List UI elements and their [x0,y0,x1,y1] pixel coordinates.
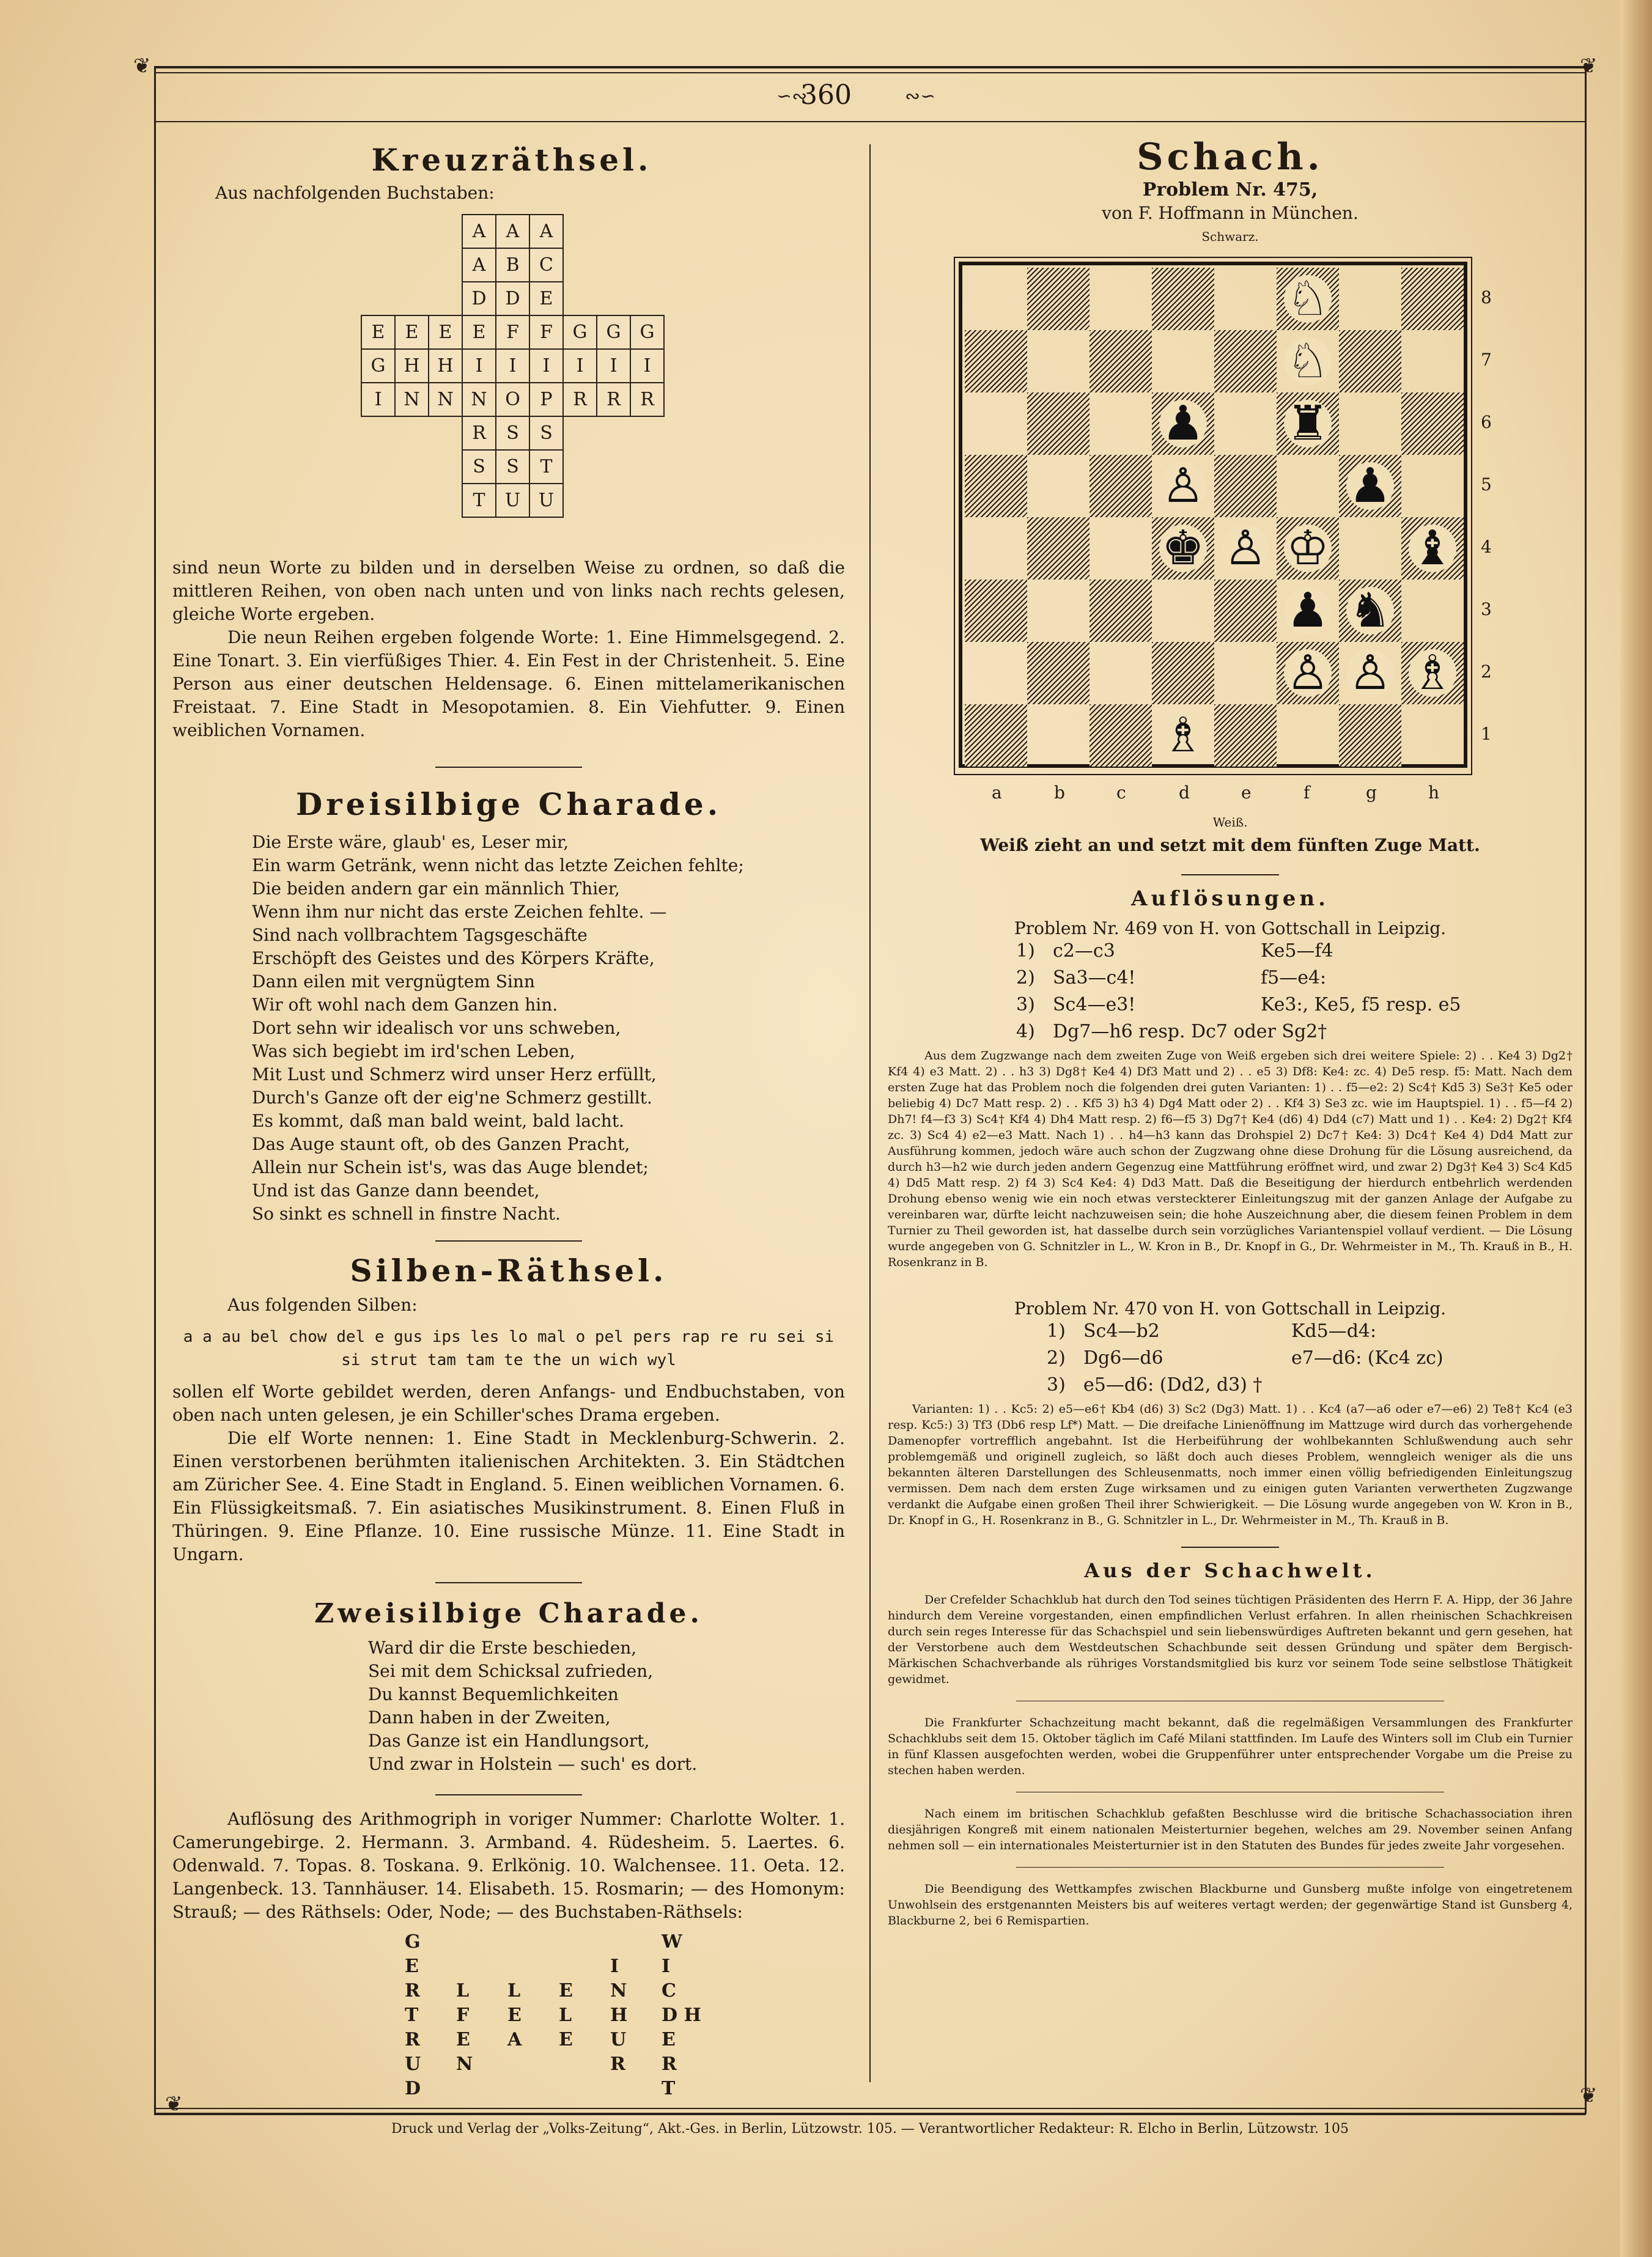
board-square [1090,330,1152,392]
page-number-ornament-left: ∽∾ [776,86,808,107]
dreisilbig-line: Dann eilen mit vergnügtem Sinn [252,971,535,992]
chess-task: Weiß zieht an und setzt mit dem fünften Zuge Matt. [980,835,1480,855]
right-column-lower [888,811,1573,1929]
cross-cell: G [596,315,631,350]
cross-cell: F [529,315,564,350]
dreisilbig-poem [252,831,845,1226]
cross-cell: N [428,382,463,417]
dreisilbig-line: Es kommt, daß man bald weint, bald lacht. [252,1111,624,1131]
corner-ornament-bl: ❦ [165,2092,183,2116]
file-label: h [1428,782,1440,803]
chess-piece [1339,580,1401,642]
p469-move: Dg7—h6 resp. Dc7 oder Sg2† [1053,1021,1327,1042]
corner-ornament-tr: ❦ [1580,54,1598,78]
cross-cell: E [394,315,429,350]
file-label: e [1241,782,1252,803]
letter-grid-cell: G [405,1931,421,1953]
board-square [1339,392,1401,455]
chess-piece-glyph: ♟ [1346,462,1394,510]
file-label: c [1116,782,1126,803]
rank-label: 2 [1481,661,1492,682]
file-label: g [1366,782,1377,803]
welt-paragraph-3: Nach einem im britischen Schachklub gefaßten Beschlusse wird die britische Schachassociation ihren diesjährigen Kongreß mit einem nationalen Meisterturnier begehen, welches am 29. November seinen Anfang nehmen soll — ein internationales Meisterturnier ist in den Statuten des Bundes für jedes zweite Jahr vorgesehen. [888,1807,1573,1852]
chess-piece [1277,517,1339,580]
kreuz-body [172,556,845,2115]
chess-piece [1152,517,1214,580]
chess-piece [1152,704,1214,767]
board-square [1401,455,1464,517]
dreisilbig-line: Was sich begiebt im ird'schen Leben, [252,1041,575,1061]
chess-piece-glyph: ♙ [1222,525,1269,572]
dreisilbig-line: Und ist das Ganze dann beendet, [252,1180,540,1201]
p470-move: Kd5—d4: [1291,1320,1377,1342]
letter-grid-cell: E [662,2029,676,2050]
right-column [888,136,1573,248]
chess-piece [1401,642,1464,704]
dreisilbig-line: Die Erste wäre, glaub' es, Leser mir, [252,832,569,852]
p470-move: 1) [1047,1320,1066,1342]
cross-cell: A [462,214,496,249]
silben-intro: Aus folgenden Silben: [227,1295,418,1315]
page-number-ornament-right: ∾∽ [905,86,936,107]
letter-grid-cell: R [610,2053,625,2075]
board-square [1090,642,1152,704]
chess-piece [1277,268,1339,330]
dreisilbig-line: Dort sehn wir idealisch vor uns schweben, [252,1018,621,1038]
dreisilbig-line: Wir oft wohl nach dem Ganzen hin. [252,995,558,1015]
board-square [1214,455,1277,517]
white-label: Weiß. [1212,815,1248,830]
board-square [1090,580,1152,642]
board-square [1214,392,1277,455]
left-column [172,142,851,205]
cross-cell: N [394,382,429,417]
separator [1181,1547,1279,1548]
board-square [1090,704,1152,767]
kreuz-intro: Aus nachfolgenden Buchstaben: [215,183,495,203]
letter-grid-cell: R [405,1980,420,2001]
rank-label: 3 [1481,599,1492,619]
chess-piece [1277,392,1339,455]
header-rule [154,121,1586,122]
board-square [1027,330,1090,392]
cross-cell: D [495,281,530,316]
letter-grid-cell: A [507,2029,522,2050]
zweisilbig-line: Und zwar in Holstein — such' es dort. [368,1754,698,1774]
right-border [1585,66,1587,2114]
dreisilbig-line: Mit Lust und Schmerz wird unser Herz erfüllt, [252,1064,657,1084]
aufloesung-text: Auflösung des Arithmogriph in voriger Nummer: Charlotte Wolter. 1. Camerungebirge. 2. Hermann. 3. Armband. 4. Rüdesheim. 5. Laertes. 6. Odenwald. 7. Topas. 8. Toskana. 9. Erlkönig. 10. Walchensee. 11. Oeta. 12. Langenbeck. 13. Tannhäuser. 14. Elisabeth. 15. Rosmarin; — des Homonym: Strauß; — des Räthsels: Oder, Node; — des Buchstaben-Räthsels: [172,1809,845,1922]
cross-cell: H [394,348,429,383]
cross-cell: S [495,416,530,451]
letter-grid-cell: H [610,2005,628,2026]
chess-piece [1214,517,1277,580]
chess-piece-glyph: ♟ [1284,587,1332,635]
column-divider [869,144,871,2082]
p469-note: Aus dem Zugzwange nach dem zweiten Zuge von Weiß ergeben sich drei weitere Spiele: 2) . . Ke4 3) Dg2† Kf4 4) e3 Matt. 2) . . h3 3) Dg8† Ke4 4) Df3 Matt und 2) . . e5 3) Df8: Ke4: zc. 4) De5 resp. f5: Matt. Nach dem ersten Zuge hat das Problem noch die folgenden drei guten Varianten: 1) . . f5—e2: 2) Sc4† Kd5 3) Se3† Ke5 oder beliebig 4) Dc7 Matt resp. 2) . . Kf5 3) h3 4) Dg4 Matt oder 2) . . Kf4 3) Se3 zc. wie im Hauptspiel. 1) . . f5—f4 2) Dh7! f4—f3 3) Sc4† Kf4 4) Dh4 Matt resp. 2) f6—f5 3) Dg7† Ke4 (d6) 4) Dd4 (c7) Matt und 1) . . Ke4: 2) Dg2† Kf4 zc. 3) Sc4 4) e2—e3 Matt. Nach 1) . . h4—h3 kann das Drohspiel 2) Dc7† Ke4: 3) Dc4† Ke4 4) Dd4 Matt zur Ausführung kommen, jedoch wäre auch schon der Zugzwang ohne diese Drohung für die Lösung ausreichend, da durch h3—h2 wie durch jeden andern Gegenzug eine Mattführung eröffnet wird, und zwar 2) Dg3† Ke4 3) Sc4 Kd5 4) Dd5 Matt resp. 2) f4 3) Sc4 Ke4: 4) Dd3 Matt. Daß die Beseitigung der hierdurch entbehrlich werdenden Drohung ebenso wenig wie ein noch etwas versteckterer Einleitungszug mit der ganzen Anlage der Aufgabe zu vereinbaren war, dürfte leicht nachzuweisen sein; die hohe Auszeichnung aber, die diesem feinen Problem in dem Turnier zu Theil geworden ist, hat dasselbe durch sein vorzügliches Variantenspiel vollauf verdient. — Die Lösung wurde angegeben von G. Schnitzler in L., W. Kron in B., Dr. Knopf in G., Dr. Wehrmeister in M., Th. Krauß in B., H. Rosenkranz in B. [888,1049,1573,1269]
p470-head: Problem Nr. 470 von H. von Gottschall in Leipzig. [1014,1298,1447,1319]
chess-piece-glyph: ♙ [1159,462,1207,510]
letter-grid-cell: E [456,2029,470,2050]
rank-label: 6 [1481,412,1492,432]
board-square [1339,330,1401,392]
board-square [965,517,1027,580]
p470-move: e7—d6: (Kc4 zc) [1291,1347,1444,1369]
kreuz-body-text: sind neun Worte zu bilden und in derselben Weise zu ordnen, so daß die mittleren Reihen, von oben nach unten und von links nach rechts gelesen, gleiche Worte ergeben. [172,558,845,624]
board-square [965,268,1027,330]
separator [1181,874,1279,875]
board-square [1027,455,1090,517]
board-square [1152,330,1214,392]
zweisilbig-poem [368,1637,845,1776]
chess-piece-glyph: ♝ [1409,525,1456,572]
chess-piece [1152,392,1214,455]
cross-cell: R [630,382,665,417]
rank-label: 5 [1481,474,1492,495]
chess-piece [1339,455,1401,517]
letter-grid-cell: E [559,1980,573,2001]
board-square [1090,268,1152,330]
zweisilbig-line: Das Ganze ist ein Handlungsort, [368,1731,650,1751]
p469-move: 2) [1016,967,1035,989]
cross-cell: G [630,315,665,350]
cross-cell: N [462,382,496,417]
p470-move: 3) [1047,1374,1066,1396]
file-label: b [1054,782,1065,803]
board-square [1090,392,1152,455]
footer [154,2121,1586,2137]
board-square [1027,268,1090,330]
p469-move: 1) [1016,940,1035,962]
cross-cell: S [462,449,496,484]
cross-cell: S [495,449,530,484]
chess-piece-glyph: ♚ [1159,525,1207,572]
board-square [1027,704,1090,767]
cross-cell: U [495,483,530,518]
board-square [965,580,1027,642]
cross-cell: T [462,483,496,518]
cross-cell: E [361,315,396,350]
separator [435,1582,582,1583]
chess-piece-glyph: ♗ [1159,712,1207,759]
page-edge [1620,0,1652,2257]
p470-note: Varianten: 1) . . Kc5: 2) e5—e6† Kb4 (d6) 3) Sc2 (Dg3) Matt. 1) . . Kc4 (a7—a6 oder e7—e6) 2) Te8† Kc4 (e3 resp. Kc5:) 3) Tf3 (Db6 resp Lf*) Matt. — Die dreifache Linienöffnung im Mattzuge wird durch das vorhergehende Damenopfer vortrefflich angebahnt. Ist die Herbeiführung der wohlbekannten Schlußwendung auch sehr problemgemäß und originell zugleich, so läßt doch auch dieses Problem, wenngleich weniger als die uns bekannten älteren Darstellungen des Schleusenmatts, noch immer einen völlig befriedigenden Einleitungszug vermissen. Dem nach dem ersten Zuge wirksamen und zu einigen guten Varianten verwertheten Zugzwange verdankt die Aufgabe einen großen Theil ihrer Schwierigkeit. — Die Lösung wurde angegeben von W. Kron in B., Dr. Knopf in G., H. Rosenkranz in B., G. Schnitzler in L., Dr. Wehrmeister in M., Th. Krauß in B. [888,1402,1573,1527]
zweisilbig-line: Du kannst Bequemlichkeiten [368,1684,619,1704]
rank-label: 1 [1481,724,1492,744]
file-label: a [992,782,1002,803]
p470-move: e5—d6: (Dd2, d3) † [1083,1374,1263,1396]
welt-paragraph-4: Die Beendigung des Wettkampfes zwischen Blackburne und Gunsberg mußte infolge von eingetretenem Unwohlsein des erstgenannten Meisters bis auf weiteres vertagt werden; der gegenwärtige Stand ist Gunsberg 4, Blackburne 2, bei 6 Remispartien. [888,1882,1573,1927]
board-square [1339,517,1401,580]
p469-move: 4) [1016,1021,1035,1042]
corner-ornament-br: ❦ [1580,2083,1598,2108]
silben-body: sollen elf Worte gebildet werden, deren Anfangs- und Endbuchstaben, von oben nach unten gelesen, je ein Schiller'sches Drama ergeben. [172,1382,845,1425]
chess-piece [1277,580,1339,642]
cross-cell: I [630,348,665,383]
chess-piece-glyph: ♙ [1284,649,1332,697]
rank-label: 7 [1481,350,1492,370]
chess-piece [1152,455,1214,517]
board-square [1214,330,1277,392]
letter-grid-cell: I [610,1956,619,1977]
cross-cell: A [462,248,496,282]
cross-cell: E [529,281,564,316]
board-square [1214,642,1277,704]
dreisilbig-line: Ein warm Getränk, wenn nicht das letzte Zeichen fehlte; [252,855,744,875]
cross-cell: T [529,449,564,484]
p469-move: f5—e4: [1261,967,1327,989]
letter-grid-cell: L [507,1980,521,2001]
p469-head: Problem Nr. 469 von H. von Gottschall in Leipzig. [1014,918,1447,938]
problem-number: Problem Nr. 475, [1142,179,1318,201]
letter-grid-cell: W [662,1931,682,1953]
board-square [965,704,1027,767]
page-number: 360 [800,79,852,111]
rank-label: 4 [1481,537,1492,557]
letter-grid-cell: U [405,2053,421,2075]
board-square [965,455,1027,517]
letter-grid-cell: D H [662,2005,701,2026]
chess-piece [1277,330,1339,392]
top-rule-2 [154,72,1586,73]
board-square [1401,392,1464,455]
letter-grid-cell: R [405,2029,420,2050]
letter-grid-cell: F [456,2005,470,2026]
letter-grid-cell: D [405,2078,421,2099]
letter-grid-cell: I [662,1956,671,1977]
letter-grid-cell: R [662,2053,677,2075]
cross-cell: I [562,348,597,383]
p470-move: 2) [1047,1347,1066,1369]
cross-cell: O [495,382,530,417]
chess-piece-glyph: ♜ [1284,400,1332,447]
cross-cell: I [596,348,631,383]
board-square [1401,704,1464,767]
separator [1016,1867,1444,1868]
cross-cell: I [529,348,564,383]
board-square [1027,580,1090,642]
letter-grid-cell: T [405,2005,419,2026]
chess-piece-glyph: ♘ [1284,337,1332,385]
chess-piece-glyph: ♞ [1346,587,1394,635]
cross-cell: A [529,214,564,249]
letter-grid-cell: T [662,2078,676,2099]
welt-paragraph-2: Die Frankfurter Schachzeitung macht bekannt, daß die regelmäßigen Versammlungen des Frankfurter Schachklubs seit dem 15. Oktober täglich im Café Milani stattfinden. Im Laufe des Winters soll im Club ein Turnier in fünf Klassen ausgefochten werden, wobei die Gruppenführer unter entsprechender Vorgabe um die Preise zu stechen haben werden. [888,1716,1573,1777]
cross-cell: H [428,348,463,383]
p469-move: Ke3:, Ke5, f5 resp. e5 [1261,994,1461,1015]
board-square [1152,268,1214,330]
rank-label: 8 [1481,287,1492,307]
zweisilbig-line: Dann haben in der Zweiten, [368,1707,611,1728]
silben-title: Silben-Räthsel. [350,1253,668,1289]
dreisilbig-line: Die beiden andern gar ein männlich Thier, [252,878,620,899]
separator [435,1794,582,1795]
cross-cell: I [462,348,496,383]
board-square [1339,268,1401,330]
letter-grid-cell: L [456,1980,470,2001]
dreisilbig-line: Sind nach vollbrachtem Tagsgeschäfte [252,925,588,945]
file-label: d [1179,782,1190,803]
letter-grid [405,1931,845,2115]
cross-cell: I [361,382,396,417]
cross-cell: B [495,248,530,282]
welt-title: Aus der Schachwelt. [1084,1559,1376,1582]
dreisilbig-line: Wenn ihm nur nicht das erste Zeichen fehlte. — [252,902,667,922]
zweisilbig-line: Ward dir die Erste beschieden, [368,1638,637,1658]
letter-grid-cell: N [610,1980,627,2001]
board-square [1214,580,1277,642]
dreisilbig-line: So sinkt es schnell in finstre Nacht. [252,1204,561,1224]
dreisilbig-line: Durch's Ganze oft der eig'ne Schmerz gestillt. [252,1088,652,1108]
chess-piece-glyph: ♟ [1159,400,1207,447]
cross-cell: E [462,315,496,350]
cross-cell: S [529,416,564,451]
aufl-title: Auflösungen. [1131,886,1329,911]
kreuz-title: Kreuzräthsel. [371,142,652,178]
letter-grid-cell: E [559,2029,573,2050]
p470-move: Dg6—d6 [1083,1347,1163,1369]
dreisilbig-title: Dreisilbige Charade. [295,786,722,822]
chess-board [959,262,1467,768]
p469-move: c2—c3 [1053,940,1115,962]
board-square [1401,268,1464,330]
board-square [965,642,1027,704]
board-square [965,392,1027,455]
cross-cell: I [495,348,530,383]
board-square [965,330,1027,392]
cross-cell: F [495,315,530,350]
letter-grid-cell: U [610,2029,627,2050]
board-square [1214,268,1277,330]
top-rule [154,66,1586,68]
cross-cell: G [361,348,396,383]
cross-cell: G [562,315,597,350]
p470-move: Sc4—b2 [1083,1320,1160,1342]
separator [435,1240,582,1242]
cross-cell: P [529,382,564,417]
zweisilbig-line: Sei mit dem Schicksal zufrieden, [368,1661,654,1681]
p469-move: Sa3—c4! [1053,967,1136,989]
chess-piece [1277,642,1339,704]
board-square [1152,642,1214,704]
zweisilbig-title: Zweisilbige Charade. [314,1598,703,1629]
corner-ornament-tl: ❦ [133,54,151,78]
board-square [1090,517,1152,580]
dreisilbig-line: Das Auge staunt oft, ob des Ganzen Pracht, [252,1134,630,1154]
problem-author: von F. Hoffmann in München. [1102,203,1359,223]
cross-cell: R [596,382,631,417]
schach-title: Schach. [1137,136,1324,179]
cross-cell: U [529,483,564,518]
board-square [1401,330,1464,392]
letter-grid-cell: E [507,2005,522,2026]
chess-piece [1401,517,1464,580]
cross-cell: R [562,382,597,417]
letter-grid-cell: E [405,1956,419,1977]
black-label: Schwarz. [1201,229,1259,244]
p469-move: Ke5—f4 [1261,940,1333,962]
left-border [154,66,156,2114]
file-label: f [1304,782,1310,803]
board-square [1277,704,1339,767]
board-square [1027,392,1090,455]
letter-grid-cell: N [456,2053,473,2075]
cross-cell: A [495,214,530,249]
cross-cell: R [462,416,496,451]
dreisilbig-line: Allein nur Schein ist's, was das Auge blendet; [252,1157,649,1177]
board-square [1027,517,1090,580]
chess-piece [1339,642,1401,704]
p469-moves [1016,940,1573,1048]
board-square [1152,580,1214,642]
p470-moves [1047,1320,1573,1401]
p469-move: 3) [1016,994,1035,1015]
board-square [1027,642,1090,704]
cross-cell: E [428,315,463,350]
cross-cell: C [529,248,564,282]
board-square [1214,704,1277,767]
chess-piece-glyph: ♙ [1346,649,1394,697]
separator [435,767,582,768]
letter-grid-cell: C [662,1980,676,2001]
chess-piece-glyph: ♘ [1284,275,1332,323]
board-square [1339,704,1401,767]
chess-piece-glyph: ♔ [1284,525,1332,572]
silben-syllables: a a au bel chow del e gus ips les lo mal o pel pers rap re ru sei si si strut tam tam te the un wich wyl [183,1328,835,1369]
board-square [1090,455,1152,517]
board-square [1401,580,1464,642]
silben-body-2: Die elf Worte nennen: 1. Eine Stadt in Mecklenburg-Schwerin. 2. Einen verstorbenen berühmten italienischen Architekten. 3. Ein Städtchen am Züricher See. 4. Eine Stadt in England. 5. Einen weiblichen Vornamen. 6. Ein Flüssigkeitsmaß. 7. Ein asiatisches Musikinstrument. 8. Einen Fluß in Thüringen. 9. Eine Pflanze. 10. Eine russische Münze. 11. Eine Stadt in Ungarn. [172,1428,845,1564]
chess-piece-glyph: ♗ [1409,649,1456,697]
board-square [1277,455,1339,517]
letter-grid-cell: L [559,2005,572,2026]
cross-cell: D [462,281,496,316]
p469-move: Sc4—e3! [1053,994,1136,1015]
welt-paragraph-1: Der Crefelder Schachklub hat durch den Tod seines tüchtigen Präsidenten des Herrn F. A. Hipp, der 36 Jahre hindurch dem Vereine vorgestanden, einen empfindlichen Verlust erfahren. In allen rheinischen Schachkreisen durch sein reges Interesse für das Schachspiel und sein liebenswürdiges Auftreten bekannt und gern gesehen, hat der Verstorbene auch dem Westdeutschen Schachbunde seit dessen Gründung und später dem Bergisch-Märkischen Schachverbande als rühriges Vorstandsmitglied bis kurz vor seinem Tode seine selbstlose Thätigkeit gewidmet. [888,1593,1573,1686]
footer-imprint: Druck und Verlag der „Volks-Zeitung“, Akt.-Ges. in Berlin, Lützowstr. 105. — Verantwortlicher Redakteur: R. Elcho in Berlin, Lützowstr. 105 [391,2121,1349,2137]
dreisilbig-line: Erschöpft des Geistes und des Körpers Kräfte, [252,948,655,968]
kreuz-body-text-2: Die neun Reihen ergeben folgende Worte: 1. Eine Himmelsgegend. 2. Eine Tonart. 3. Ein vierfüßiges Thier. 4. Ein Fest in der Christenheit. 5. Eine Person aus einer deutschen Heldensage. 6. Einen mittelamerikanischen Freistaat. 7. Eine Stadt in Mesopotamien. 8. Ein Viehfutter. 9. Einen weiblichen Vornamen. [172,627,845,740]
